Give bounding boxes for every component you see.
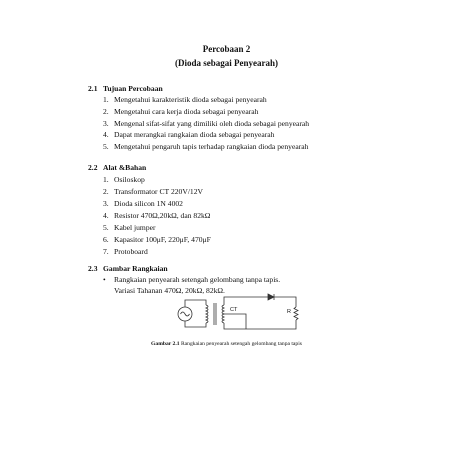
bullet-item: • Rangkaian penyearah setengah gelombang tanpa tapis.	[103, 275, 281, 284]
section-title: Gambar Rangkaian	[103, 264, 168, 273]
list-item: 2. Transformator CT 220V/12V	[103, 187, 204, 196]
figure-caption	[0, 340, 453, 348]
section-title: Tujuan Percobaan	[103, 84, 163, 93]
ac-source-icon	[178, 307, 192, 321]
caption-text: Rangkaian penyearah setengah gelombang tanpa tapis	[179, 341, 302, 347]
list-item: 3. Mengenal sifat-sifat yang dimiliki oleh dioda sebagai penyearah	[103, 119, 310, 128]
page-title: Percobaan 2	[202, 44, 251, 54]
section-number: 2.1	[88, 84, 98, 93]
list-item: 1. Osiloskop	[103, 175, 145, 184]
ct-label: CT	[230, 307, 238, 313]
transformer-core-icon	[214, 303, 216, 325]
section-number: 2.2	[88, 163, 98, 172]
diode-icon	[268, 294, 274, 300]
list-item: 1. Mengetahui karakteristik dioda sebagai penyearah	[103, 95, 267, 104]
list-item: 5. Kabel jumper	[103, 223, 156, 232]
list-item: 4. Dapat merangkai rangkaian dioda sebagai penyearah	[103, 130, 275, 139]
section-heading-tujuan	[88, 84, 163, 94]
page-subtitle: (Dioda sebagai Penyearah)	[175, 58, 278, 68]
section-heading-gambar	[88, 264, 168, 274]
section-number: 2.3	[88, 264, 98, 273]
list-item: 6. Kapasitor 100μF, 220μF, 470μF	[103, 235, 211, 244]
list-item: 3. Dioda silicon 1N 4002	[103, 199, 183, 208]
list-item: 2. Mengetahui cara kerja dioda sebagai penyearah	[103, 107, 259, 116]
transformer-primary-icon	[206, 305, 208, 323]
bullet-icon: •	[103, 275, 106, 284]
caption-label: Gambar 2.1	[151, 341, 180, 347]
list-item: 5. Mengetahui pengaruh tapis terhadap rangkaian dioda penyearah	[103, 142, 309, 151]
section-heading-alat-bahan	[88, 163, 146, 173]
list-item: 4. Resistor 470Ω,20kΩ, dan 82kΩ	[103, 211, 211, 220]
section-title: Alat &Bahan	[103, 163, 147, 172]
list-item: 7. Protoboard	[103, 247, 148, 256]
circuit-diagram	[176, 291, 302, 333]
resistor-label: R	[287, 309, 291, 315]
resistor-icon	[294, 307, 298, 320]
transformer-secondary-icon	[222, 305, 224, 323]
bullet-subtext: Variasi Tahanan 470Ω, 20kΩ, 82kΩ.	[114, 286, 225, 295]
